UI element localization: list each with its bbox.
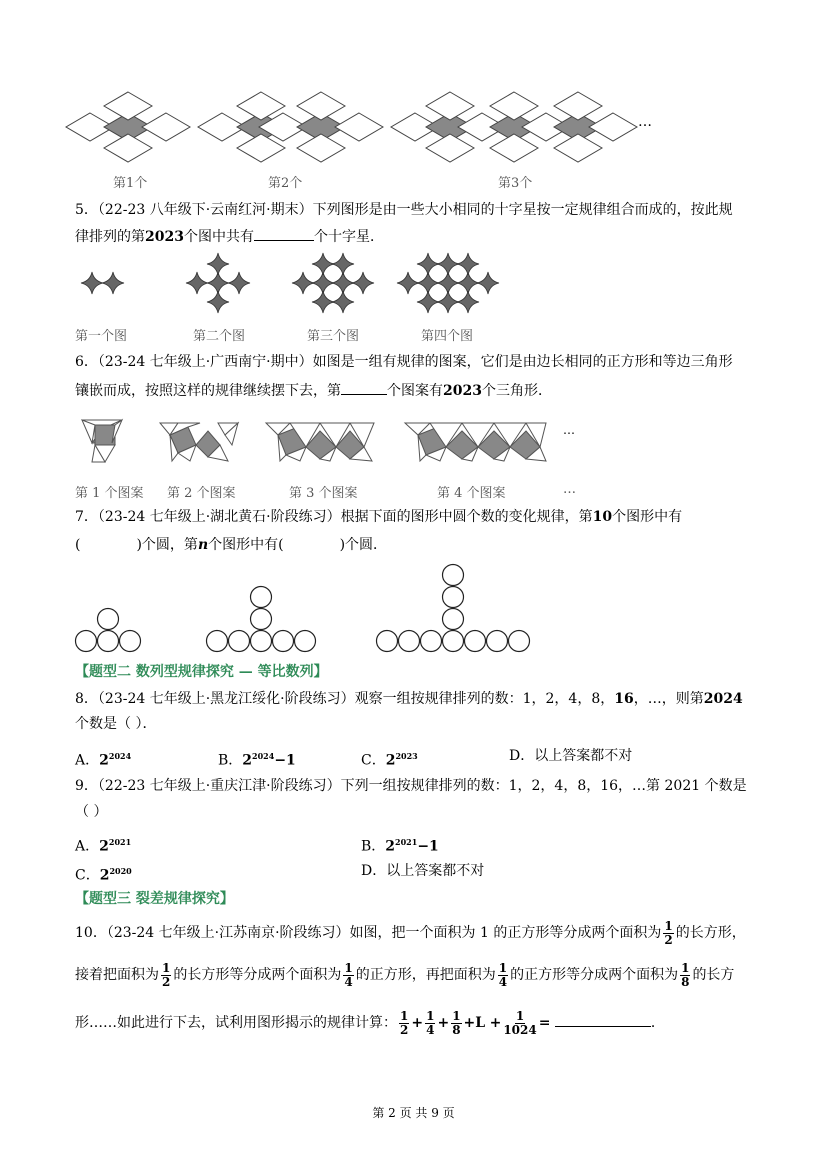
caption-tiling-3: 第 3 个图案 [289,486,358,501]
q9-line2: （ ） [75,804,108,820]
q7-line2: ( )个圆，第n个图形中有( )个圆． [75,537,388,553]
caption-tiling-4: 第 4 个图案 [437,486,506,501]
caption-star-4: 第四个图 [421,329,474,344]
star-figure-4 [397,253,499,313]
caption-diamond-3: 第3个 [498,176,533,191]
diamond-figure-3 [391,92,637,162]
circle-figure-1 [76,609,141,652]
caption-diamond-2: 第2个 [268,176,303,191]
page-number-footer: 第 2 页 共 9 页 [372,1106,455,1120]
q8-line2: 个数是（ ）． [75,716,157,732]
caption-star-2: 第二个图 [193,329,246,344]
q8-option-b[interactable]: B．$2^{2024}-1$ [218,751,296,769]
q10-line1: 10．（23-24 七年级上·江苏南京·阶段练习）如图，把一个面积为 1 的正方形等分成两个面积为 $\frac{1}{2}$ 的长方形， [75,918,746,947]
caption-tiling-2: 第 2 个图案 [167,486,236,501]
circle-figure-2 [207,587,316,652]
diamond-ellipsis: … [638,114,652,130]
q9-option-b[interactable]: B．$2^{2021}-1$ [361,837,439,855]
tiling-ellipsis-top: … [563,423,575,437]
fraction-one-half: $\frac{1}{2}$ [162,960,171,989]
fraction-one-quarter: $\frac{1}{4}$ [344,960,353,989]
q9-option-a[interactable]: A．$2^{2021}$ [75,837,132,855]
caption-tiling-1: 第 1 个图案 [75,486,144,501]
diamond-pattern-figure [0,0,827,170]
q8-option-a[interactable]: A．$2^{2024}$ [75,751,132,769]
tiling-figure-1 [82,420,122,462]
star-figure-1 [81,272,124,294]
diamond-figure-1 [66,92,190,162]
q6-line2: 镶嵌而成，按照这样的规律继续摆下去，第 个图案有2023个三角形． [75,380,552,401]
fraction-one-half: $\frac{1}{2}$ [664,918,673,947]
q9-line1: 9．（22-23 七年级上·重庆江津·阶段练习）下列一组按规律排列的数：1，2，4，8，16，…第 2021 个数是 [75,778,747,794]
section-3-heading: 【题型三 裂差规律探究】 [75,891,234,907]
q10-line3: 形……如此进行下去，试利用图形揭示的规律计算： $\frac{1}{2}$ + $\frac{1}{4}$ + $\frac{1}{8}$ +L + $\frac{1}{1024}$ = ． [75,1008,665,1037]
diamond-figure-2 [198,92,383,162]
q6-line1: 6．（23-24 七年级上·广西南宁·期中）如图是一组有规律的图案，它们是由边长相同的正方形和等边三角形 [75,354,733,370]
fraction-one-quarter: $\frac{1}{4}$ [498,960,508,989]
section-2-heading: 【题型二 数列型规律探究 — 等比数列】 [75,664,328,680]
caption-diamond-1: 第1个 [113,176,148,191]
star-figure-3 [292,253,374,313]
q7-line1: 7．（23-24 七年级上·湖北黄石·阶段练习）根据下面的图形中圆个数的变化规律，第10个图形中有 [75,509,683,525]
tiling-figure-4 [405,423,546,461]
q9-option-d[interactable]: D．以上答案都不对 [361,863,485,879]
circle-figure-3 [377,565,530,652]
q10-line2: 接着把面积为 $\frac{1}{2}$ 的长方形等分成两个面积为 $\frac{1}{4}$ 的正方形，再把面积为 $\frac{1}{4}$ 的正方形等分成两个面积为 $\frac{1}{8}$ 的长方 [75,960,735,989]
q5-answer-blank[interactable] [254,226,314,241]
q6-answer-blank[interactable] [341,380,387,395]
q8-option-d[interactable]: D．以上答案都不对 [509,748,633,764]
q8-line1: 8．（23-24 七年级上·黑龙江绥化·阶段练习）观察一组按规律排列的数：1，2，4，8，16，…，则第2024 [75,691,743,707]
fraction-one-eighth: $\frac{1}{8}$ [681,960,690,989]
q5-line1: 5．（22-23 八年级下·云南红河·期末）下列图形是由一些大小相同的十字星按一定规律组合而成的，按此规 [75,202,733,218]
q5-line2: 律排列的第2023个图中共有 个十字星． [75,226,384,247]
q10-answer-blank[interactable] [555,1012,651,1027]
star-pattern-figure [0,250,827,330]
star-figure-2 [186,253,250,313]
q9-option-c[interactable]: C．$2^{2020}$ [75,866,132,884]
caption-star-3: 第三个图 [307,329,360,344]
tiling-figure-2 [160,423,238,461]
q8-option-c[interactable]: C．$2^{2023}$ [361,751,418,769]
fraction-one-over-1024: $\frac{1}{1024}$ [503,1008,537,1037]
tiling-ellipsis-bottom: … [563,482,576,497]
caption-star-1: 第一个图 [75,329,128,344]
circle-pattern-figure [0,560,827,660]
tiling-pattern-figure [0,415,827,475]
tiling-figure-3 [266,423,374,461]
